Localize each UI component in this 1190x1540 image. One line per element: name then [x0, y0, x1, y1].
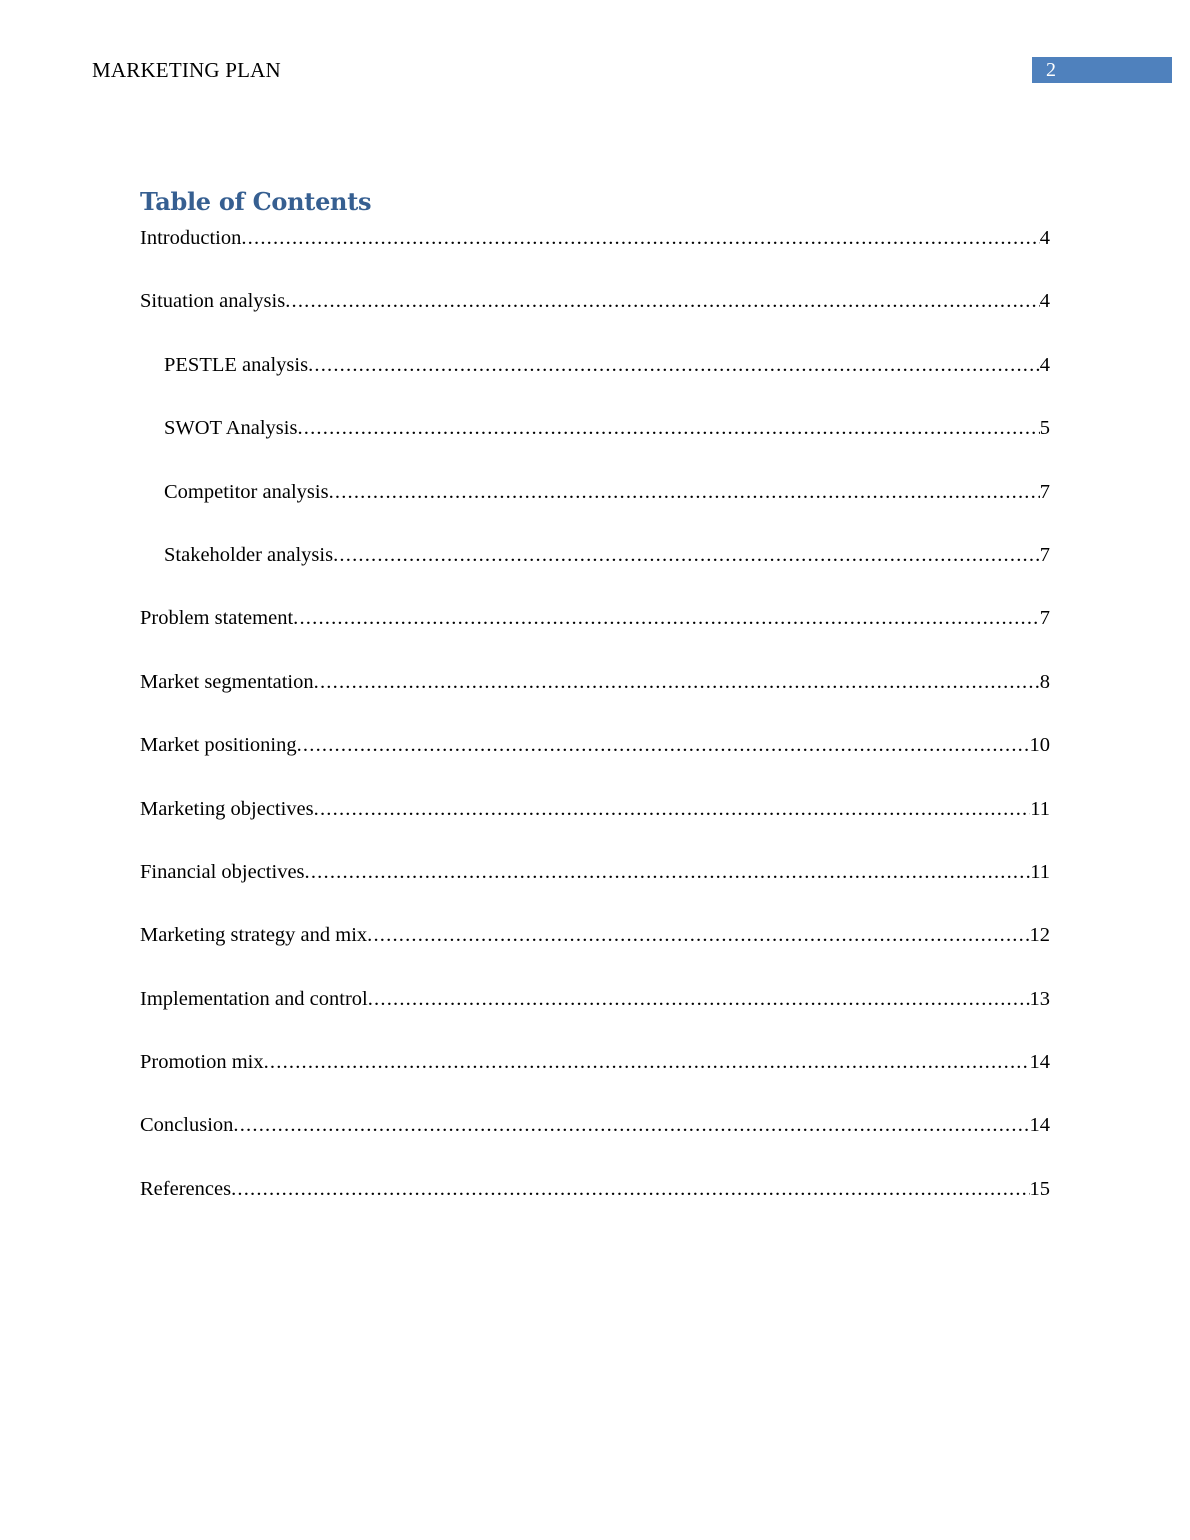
toc-entry-competitor-analysis[interactable] — [140, 478, 1050, 541]
toc-entry-label: Introduction — [140, 227, 242, 249]
toc-entry-label: Problem statement — [140, 607, 294, 630]
toc-entry-page: 11 — [1030, 797, 1050, 820]
toc-dot-leader — [293, 604, 1040, 632]
toc-entry-label: Financial objectives — [140, 860, 305, 883]
toc-dot-leader — [264, 1048, 1030, 1076]
toc-entry-page: 4 — [1039, 290, 1050, 313]
toc-entry-page: 8 — [1039, 670, 1050, 693]
toc-dot-leader — [231, 1175, 1029, 1203]
toc-entry-label: Stakeholder analysis — [164, 543, 334, 566]
toc-entry-references[interactable] — [140, 1175, 1050, 1238]
toc-entry-financial-objectives[interactable] — [140, 858, 1050, 921]
table-of-contents — [140, 224, 1050, 1238]
running-header-title: MARKETING PLAN — [92, 58, 281, 82]
toc-entry-conclusion[interactable] — [140, 1111, 1050, 1174]
toc-entry-page: 14 — [1029, 1051, 1050, 1074]
toc-entry-label: Market segmentation — [140, 670, 314, 693]
toc-entry-stakeholder-analysis[interactable] — [140, 541, 1050, 604]
toc-entry-marketing-objectives[interactable] — [140, 795, 1050, 858]
toc-entry-page: 15 — [1029, 1177, 1050, 1200]
toc-entry-market-positioning[interactable] — [140, 731, 1050, 794]
toc-dot-leader — [368, 985, 1030, 1013]
toc-entry-situation-analysis[interactable] — [140, 287, 1050, 350]
toc-dot-leader — [329, 478, 1040, 506]
toc-entry-page: 7 — [1039, 480, 1050, 503]
toc-dot-leader — [333, 541, 1040, 569]
toc-entry-page: 11 — [1030, 860, 1050, 883]
toc-entry-label: Marketing objectives — [140, 797, 314, 820]
toc-entry-introduction[interactable] — [140, 224, 1050, 287]
toc-title: Table of Contents — [140, 187, 372, 216]
toc-dot-leader — [297, 414, 1039, 442]
toc-entry-page: 7 — [1039, 607, 1050, 630]
toc-entry-swot-analysis[interactable] — [140, 414, 1050, 477]
toc-entry-label: PESTLE analysis — [164, 353, 309, 376]
toc-dot-leader — [314, 795, 1031, 823]
toc-entry-label: Conclusion — [140, 1114, 234, 1137]
toc-entry-page: 14 — [1029, 1114, 1050, 1137]
toc-dot-leader — [305, 858, 1031, 886]
toc-entry-page: 7 — [1039, 543, 1050, 566]
toc-entry-page: 5 — [1039, 417, 1050, 440]
toc-entry-label: Promotion mix — [140, 1051, 264, 1074]
toc-entry-page: 10 — [1029, 734, 1050, 757]
toc-entry-problem-statement[interactable] — [140, 604, 1050, 667]
toc-dot-leader — [367, 921, 1029, 949]
toc-dot-leader — [308, 351, 1040, 379]
toc-entry-marketing-strategy-and-mix[interactable] — [140, 921, 1050, 984]
toc-entry-promotion-mix[interactable] — [140, 1048, 1050, 1111]
toc-dot-leader — [285, 287, 1040, 315]
toc-entry-page: 13 — [1029, 987, 1050, 1010]
toc-dot-leader — [241, 224, 1039, 252]
toc-entry-label: Situation analysis — [140, 290, 286, 313]
toc-entry-label: SWOT Analysis — [164, 417, 298, 440]
toc-dot-leader — [233, 1111, 1029, 1139]
toc-entry-label: Marketing strategy and mix — [140, 924, 368, 947]
toc-entry-label: Market positioning — [140, 734, 297, 757]
page-number-box — [1032, 57, 1172, 83]
toc-entry-label: References — [140, 1177, 232, 1200]
toc-entry-page: 12 — [1029, 924, 1050, 947]
toc-entry-label: Implementation and control — [140, 987, 368, 1010]
toc-dot-leader — [314, 668, 1040, 696]
toc-entry-market-segmentation[interactable] — [140, 668, 1050, 731]
toc-entry-pestle-analysis[interactable] — [140, 351, 1050, 414]
toc-dot-leader — [297, 731, 1030, 759]
toc-entry-implementation-and-control[interactable] — [140, 985, 1050, 1048]
page-number: 2 — [1046, 59, 1056, 81]
toc-entry-label: Competitor analysis — [164, 480, 329, 503]
toc-entry-page: 4 — [1039, 353, 1050, 376]
toc-entry-page: 4 — [1039, 227, 1050, 249]
